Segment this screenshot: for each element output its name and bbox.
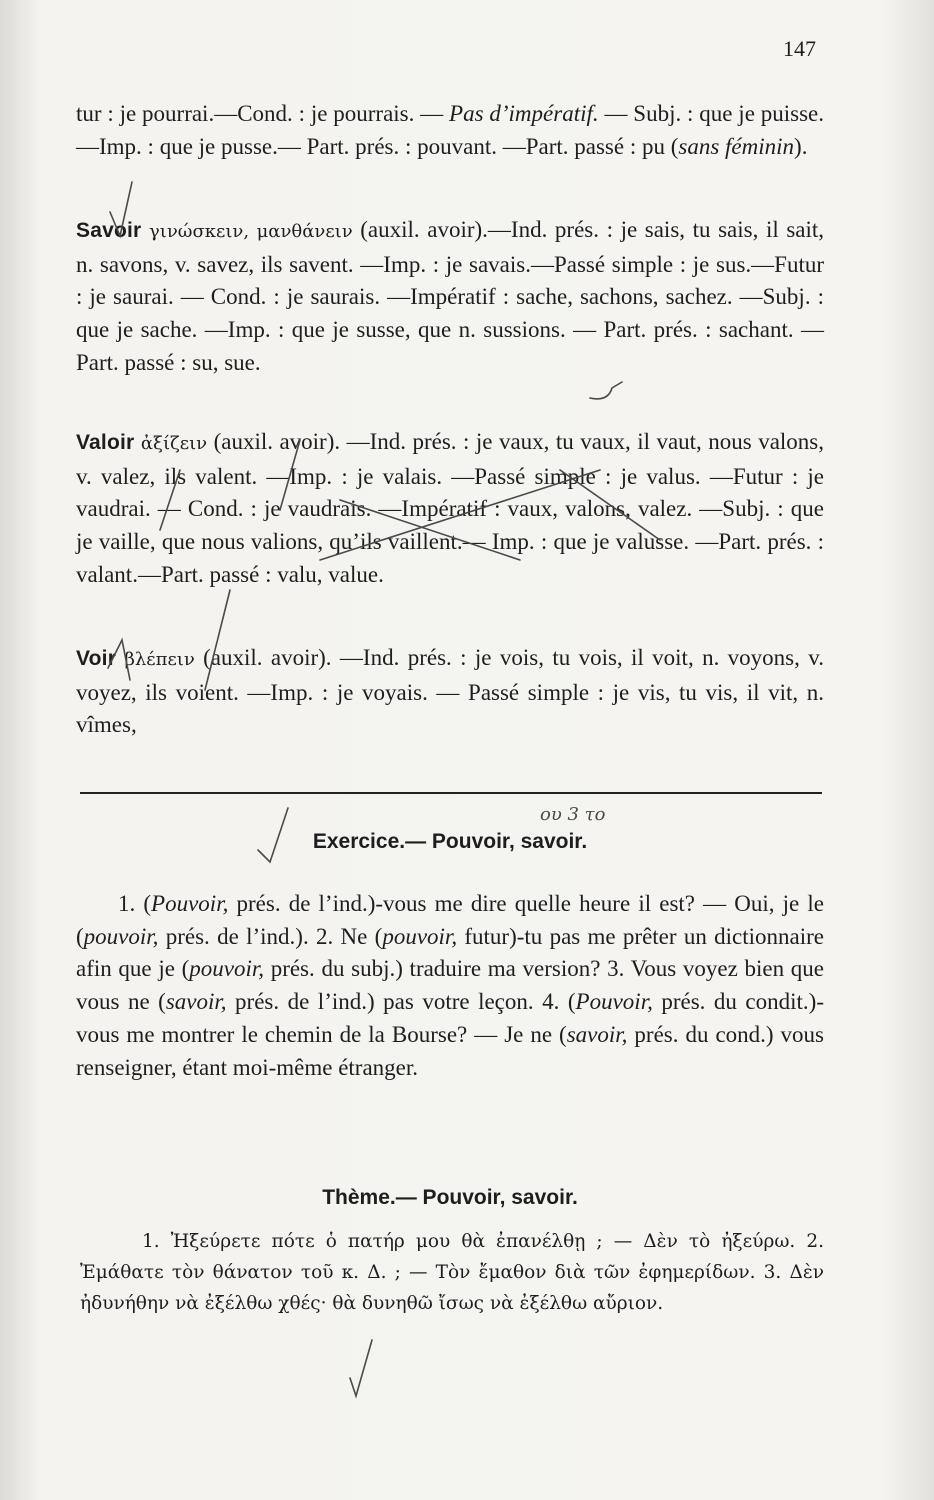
savoir-greek: γινώσκειν, μανθάνειν xyxy=(149,221,353,242)
theme-text: 1. Ἠξεύρετε πότε ὁ πατήρ μου θὰ ἐπανέλθῃ ; — Δὲν τὸ ἠξεύρω. 2. Ἐμάθατε τὸν θάνατον τοῦ κ. Δ. ; — Τὸν ἔμαθον διὰ τῶν ἐφημερίδων. 3. Δὲν ἠδυνήθην νὰ ἐξέλθω χθές· θὰ δυνηθῶ ἴσως νὰ ἐξέλθω αὔριον. xyxy=(80,1231,824,1314)
section-divider xyxy=(80,792,822,794)
exercice-part: Pouvoir, xyxy=(575,989,653,1015)
voir-conjugation: (auxil. avoir). —Ind. prés. : je vois, tu vois, il voit, n. voyons, v. voyez, ils voient. —Imp. : je voyais. — Passé simple : je vis, tu vis, il vit, n. vîmes, xyxy=(76,645,825,738)
exercice-part: prés. du cond.) vous renseigner, étant moi-même étranger. xyxy=(76,1021,825,1080)
exercice-paragraph xyxy=(76,888,824,1084)
continuation-text-a: tur : je pourrai.—Cond. : je pourrais. — xyxy=(76,101,450,126)
savoir-entry xyxy=(76,214,824,380)
page-number: 147 xyxy=(783,36,816,61)
valoir-greek: ἀξίζειν xyxy=(140,433,208,454)
exercice-part: prés. du subj.) traduire ma version? 3. Vous voyez bien que vous ne ( xyxy=(76,956,824,1015)
exercice-part: pouvoir, xyxy=(382,923,458,949)
voir-entry xyxy=(76,642,824,742)
handwritten-note: ου 3 το xyxy=(540,804,606,825)
checkmark-theme xyxy=(350,1340,372,1396)
exercice-part: savoir, xyxy=(566,1021,628,1047)
continuation-text-c: — Subj. : que je puisse. —Imp. : que je pusse.— Part. prés. : pouvant. —Part. passé : pu ( xyxy=(76,101,824,159)
continuation-text-e: ). xyxy=(794,133,808,159)
exercice-part: Pouvoir, xyxy=(151,891,229,916)
exercice-heading: Exercice.— Pouvoir, savoir. xyxy=(312,830,588,853)
valoir-term: Valoir xyxy=(76,431,135,454)
checkmark-sue xyxy=(590,382,622,399)
savoir-conjugation: (auxil. avoir).—Ind. prés. : je sais, tu sais, il sait, n. savons, v. savez, ils savent. —Imp. : je savais.—Passé simple : je sus.—Futur : je saurai. — Cond. : je saurais. —Impératif : sache, sachons, sachez. —Subj. : que je sache. —Imp. : que je susse, que n. sussions. — Part. prés. : sachant. — Part. passé : su, sue. xyxy=(76,217,825,375)
exercice-part: 1. ( xyxy=(118,891,152,916)
exercice-part: pouvoir, xyxy=(189,956,265,982)
exercice-part: prés. de l’ind.). 2. Ne ( xyxy=(158,923,383,949)
exercice-part: prés. de l’ind.)-vous me dire quelle heure il est? — Oui, je le ( xyxy=(76,891,824,949)
voir-term: Voir xyxy=(76,647,117,670)
voir-greek: βλέπειν xyxy=(124,649,195,670)
exercice-text xyxy=(76,888,824,1084)
exercice-part: prés. du condit.)-vous me montrer le chemin de la Bourse? — Je ne ( xyxy=(76,989,824,1047)
continuation-text-b: Pas d’impératif. xyxy=(449,101,599,126)
savoir-term: Savoir xyxy=(76,219,142,242)
continuation-text-d: sans féminin xyxy=(678,133,795,159)
theme-heading: Thème.— Pouvoir, savoir. xyxy=(322,1186,578,1209)
exercice-part: prés. de l’ind.) pas votre leçon. 4. ( xyxy=(226,989,576,1015)
valoir-entry xyxy=(76,426,824,592)
pouvoir-continuation xyxy=(76,98,824,163)
exercice-part: pouvoir, xyxy=(83,923,159,949)
valoir-conjugation: (auxil. avoir). —Ind. prés. : je vaux, tu vaux, il vaut, nous valons, v. valez, ils valent. —Imp. : je valais. —Passé simple : je valus. —Futur : je vaudrai. — Cond. : je vaudrais. —Impératif : vaux, valons, valez. —Subj. : que je vaille, que nous valions, qu’ils vaillent.— Imp. : que je valusse. —Part. prés. : valant.—Part. passé : valu, value. xyxy=(76,429,825,587)
exercice-part: savoir, xyxy=(165,989,227,1015)
exercice-part: futur)-tu pas me prêter un dictionnaire afin que je ( xyxy=(76,923,824,982)
